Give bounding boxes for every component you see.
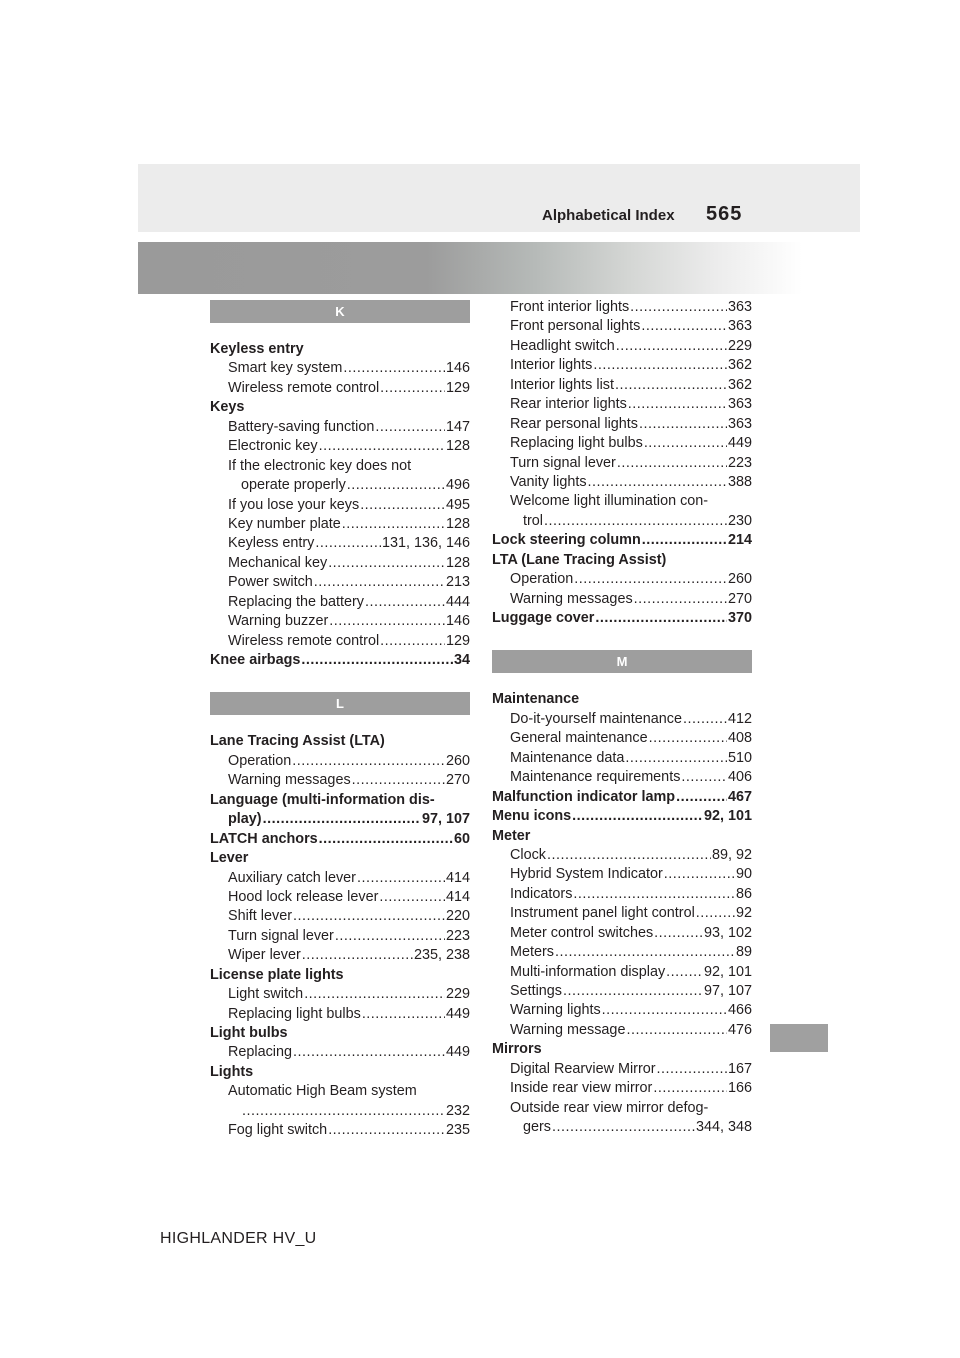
index-entry [210,985,470,1004]
dot-leader [654,924,703,943]
index-entry [210,1043,470,1062]
dot-leader [555,943,735,962]
index-entry-term: Warning buzzer [228,613,329,630]
index-entry-term: Smart key system [228,360,343,377]
index-entry [492,788,752,807]
index-entry-term: Luggage cover [492,610,595,626]
index-entry [210,907,470,926]
index-entry [210,457,470,476]
dot-leader [696,904,735,923]
index-entry-term: Lights [210,1063,254,1080]
index-entry-page: 362 [727,357,752,374]
index-entry [210,340,470,359]
index-entry [210,888,470,907]
dot-leader [242,1102,445,1121]
dot-leader [628,395,727,414]
index-entry-term: Interior lights [510,357,593,374]
dot-leader [375,418,445,437]
index-entry-page: 223 [727,454,752,471]
dot-leader [634,590,727,609]
section-header-l: L [210,692,470,715]
index-entry-page: 363 [727,318,752,335]
index-entry-page: 444 [445,593,470,610]
index-entry-term: Light bulbs [210,1025,288,1041]
dot-leader [347,476,445,495]
index-entry-term: Front personal lights [510,318,641,335]
index-entry-term: Mirrors [492,1041,542,1058]
index-entry [492,943,752,962]
index-entry-term: LTA (Lane Tracing Assist) [492,551,667,568]
dot-leader [683,710,727,729]
index-entry-term: Language (multi-information dis- [210,791,435,808]
index-entry-page: 146 [445,360,470,377]
index-entry-term: trol [523,512,543,529]
index-entry-term: Settings [510,983,562,999]
dot-leader [666,963,703,982]
index-entry [492,376,752,395]
dot-leader [352,771,445,790]
index-entry-term: Digital Rearview Mirror [510,1060,656,1077]
dot-leader [314,573,445,592]
index-entry-page: 344, 348 [695,1119,752,1136]
index-entry [492,454,752,473]
index-entry [210,651,470,670]
index-entry-page: 260 [727,571,752,588]
dot-leader [676,788,727,807]
index-entry-term: Multi-information display [510,963,666,980]
index-entry [492,827,752,846]
index-entry-page: 223 [445,927,470,944]
index-entry [210,554,470,573]
index-entry-page: 363 [727,415,752,432]
dot-leader [379,888,445,907]
index-entry [210,1102,470,1121]
index-entry [492,492,752,511]
index-entry [210,398,470,417]
index-entry [492,1079,752,1098]
index-entry-term: Mechanical key [228,554,328,571]
index-entry-term: Shift lever [228,908,292,925]
index-entry-term: Warning lights [510,1002,601,1019]
dot-leader [315,534,381,553]
index-entry-page: 213 [445,574,470,591]
index-entry-term: Replacing light bulbs [228,1005,361,1022]
index-entry [210,379,470,398]
page-header-title: Alphabetical Index [542,207,675,224]
index-entry-page: 229 [727,337,752,354]
index-entry [210,946,470,965]
index-entry-term: play) [228,811,262,828]
index-entry [492,298,752,317]
index-entry [492,473,752,492]
index-entry-page: 131, 136, 146 [381,535,470,552]
index-entry-term: If the electronic key does not [228,457,412,474]
index-entry-page: 147 [445,418,470,435]
index-entry-page: 260 [445,752,470,769]
index-entry-page: 449 [445,1005,470,1022]
index-entry-term: Do-it-yourself maintenance [510,710,682,727]
dot-leader [574,570,727,589]
index-entry [492,551,752,570]
index-entry [210,534,470,553]
dot-leader [617,454,727,473]
dot-leader [544,512,727,531]
index-entry [492,690,752,709]
index-entry [210,612,470,631]
index-entry-term: Headlight switch [510,337,615,354]
index-entry-term: Replacing the battery [228,593,364,610]
dot-leader [343,359,445,378]
index-entry-term: Inside rear view mirror [510,1080,653,1097]
header-box [138,164,860,232]
index-list-l-cont [492,298,752,628]
index-entry [210,966,470,985]
index-entry-term: Operation [228,752,292,769]
index-entry-page: 128 [445,515,470,532]
index-entry-page: 128 [445,554,470,571]
dot-leader [365,593,445,612]
index-entry-term: Hybrid System Indicator [510,866,663,883]
index-entry-page: 89, 92 [711,846,752,863]
index-entry [210,927,470,946]
index-entry-term: Maintenance requirements [510,769,681,786]
dot-leader [263,810,421,829]
index-entry [492,356,752,375]
dot-leader [630,298,727,317]
index-entry-page: 89 [735,944,752,961]
index-entry-term: Instrument panel light control [510,905,695,922]
index-entry [492,1040,752,1059]
index-entry [210,359,470,378]
index-entry-term: Meters [510,944,554,961]
index-entry-page: 92, 101 [703,963,752,980]
dot-leader [625,749,727,768]
dot-leader [644,434,727,453]
index-entry-page: 476 [727,1021,752,1038]
dot-leader [293,1043,445,1062]
dot-leader [641,317,727,336]
index-entry-page: 363 [727,396,752,413]
index-entry [210,849,470,868]
index-entry-page: 90 [735,866,752,883]
index-entry-term: Menu icons [492,808,572,825]
index-entry-term: Warning messages [510,590,633,607]
index-entry-term: Battery-saving function [228,418,375,435]
index-entry-term: Automatic High Beam system [228,1083,417,1100]
index-entry [492,846,752,865]
index-entry [210,418,470,437]
dot-leader [616,337,727,356]
index-entry [492,768,752,787]
index-entry [492,1099,752,1118]
index-list-m [492,690,752,1137]
dot-leader [664,865,735,884]
index-entry [492,749,752,768]
index-entry-term: Interior lights list [510,376,614,393]
index-entry [492,1021,752,1040]
dot-leader [593,356,727,375]
dot-leader [335,927,445,946]
index-entry [492,317,752,336]
index-entry [492,1001,752,1020]
index-entry [492,729,752,748]
index-entry-page: 466 [727,1002,752,1019]
page-number: 565 [706,203,743,225]
dot-leader [615,376,727,395]
index-entry-page: 230 [727,512,752,529]
index-entry-term: Rear interior lights [510,396,627,413]
index-entry-term: LATCH anchors [210,830,318,847]
dot-leader [329,612,445,631]
dot-leader [639,415,727,434]
index-entry [210,771,470,790]
index-entry-term: Rear personal lights [510,415,638,432]
dot-leader [292,752,445,771]
index-entry-page: 235 [445,1122,470,1139]
index-entry-term: Indicators [510,885,573,902]
index-entry [492,590,752,609]
index-entry-term: Wireless remote control [228,379,380,396]
dot-leader [360,496,445,515]
index-entry-term: Knee airbags [210,652,301,668]
index-entry-term: Malfunction indicator lamp [492,788,676,805]
index-entry-page: 97, 107 [421,811,470,828]
index-entry-page: 235, 238 [413,947,470,964]
dot-leader [304,985,445,1004]
index-entry-term: If you lose your keys [228,496,360,513]
index-entry [492,434,752,453]
index-entry-page: 129 [445,632,470,649]
index-entry-term: Replacing light bulbs [510,435,643,452]
index-entry-term: Outside rear view mirror defog- [510,1099,709,1116]
dot-leader [301,651,453,670]
index-entry-page: 510 [727,749,752,766]
index-entry [492,337,752,356]
dot-leader [328,554,445,573]
index-entry-term: Replacing [228,1044,292,1061]
index-entry [492,982,752,1001]
index-entry-page: 414 [445,888,470,905]
index-entry [210,1082,470,1101]
dot-leader [342,515,445,534]
index-entry-term: Lock steering column [492,532,641,549]
index-entry [210,476,470,495]
index-entry-page: 129 [445,379,470,396]
index-entry-term: Welcome light illumination con- [510,493,709,510]
index-entry-term: Clock [510,846,546,863]
index-entry [210,791,470,810]
index-entry-page: 167 [727,1060,752,1077]
index-entry-term: Maintenance data [510,749,625,766]
index-entry [492,512,752,531]
dot-leader [642,531,727,550]
index-list-k [210,340,470,670]
index-entry-page: 34 [453,652,470,668]
dot-leader [293,907,445,926]
index-entry-page: 363 [727,299,752,315]
dot-leader [681,768,727,787]
index-entry-term: Electronic key [228,438,318,455]
index-entry-page: 449 [445,1044,470,1061]
index-entry [492,1118,752,1137]
index-entry-page: 128 [445,438,470,455]
index-entry-term: gers [523,1119,551,1136]
index-entry [492,710,752,729]
dot-leader [552,1118,695,1137]
index-column-right [492,298,752,1138]
index-entry-page: 370 [727,610,752,626]
index-entry [210,810,470,829]
index-entry-page: 92 [735,905,752,922]
index-entry [210,732,470,751]
index-entry [210,515,470,534]
index-entry-term: Front interior lights [510,299,630,315]
footer-model: HIGHLANDER HV_U [160,1230,317,1247]
section-header-m: M [492,650,752,673]
dot-leader [328,1121,445,1140]
index-entry-page: 270 [727,590,752,607]
index-entry [210,1024,470,1043]
index-entry-page: 232 [445,1102,470,1119]
index-entry [210,830,470,849]
index-entry-page: 495 [445,496,470,513]
index-entry-page: 496 [445,477,470,494]
dot-leader [572,807,703,826]
index-entry-page: 408 [727,730,752,747]
index-entry-term: License plate lights [210,966,344,983]
index-entry-term: Keyless entry [210,341,304,357]
index-entry-page: 146 [445,613,470,630]
index-list-l [210,732,470,1140]
index-entry-page: 220 [445,908,470,925]
dot-leader [362,1005,445,1024]
index-entry-term: Maintenance [492,691,580,708]
index-entry-page: 406 [727,769,752,786]
index-entry [492,570,752,589]
index-entry-term: Turn signal lever [228,927,334,944]
section-header-k: K [210,300,470,323]
index-entry-page: 270 [445,772,470,789]
index-entry-term: Auxiliary catch lever [228,869,356,886]
index-entry [492,963,752,982]
dot-leader [380,379,445,398]
thumb-index-tab [770,1024,828,1052]
index-entry [210,593,470,612]
index-entry-term: Meter [492,827,531,844]
index-entry-page: 214 [727,532,752,549]
index-entry-term: Warning message [510,1021,626,1038]
index-entry-page: 86 [735,885,752,902]
index-entry-term: Hood lock release lever [228,888,379,905]
index-entry-page: 229 [445,986,470,1003]
index-entry-term: Power switch [228,574,313,591]
dot-leader [302,946,413,965]
dot-leader [653,1079,727,1098]
index-entry [210,496,470,515]
index-entry-term: Warning messages [228,772,351,789]
index-entry-term: Keyless entry [228,535,315,552]
index-entry-page: 467 [727,788,752,805]
dot-leader [319,437,445,456]
index-entry [210,1005,470,1024]
dot-leader [649,729,727,748]
index-entry-term: Wiper lever [228,947,301,964]
index-entry [210,1063,470,1082]
dot-leader [588,473,727,492]
index-entry [210,573,470,592]
dot-leader [563,982,703,1001]
index-column-left [210,300,470,1141]
dot-leader [626,1021,727,1040]
dot-leader [595,609,727,628]
dot-leader [380,632,445,651]
index-entry-page: 449 [727,435,752,452]
index-entry [210,869,470,888]
dot-leader [547,846,711,865]
index-entry-term: Fog light switch [228,1122,328,1139]
index-entry-term: Meter control switches [510,924,654,941]
index-entry [492,924,752,943]
index-entry [210,1121,470,1140]
dot-leader [602,1001,727,1020]
index-entry-term: Lane Tracing Assist (LTA) [210,733,385,750]
header-gradient-band [138,242,860,294]
index-entry [492,885,752,904]
index-entry [210,437,470,456]
index-entry-term: Turn signal lever [510,454,616,471]
index-entry [492,1060,752,1079]
index-entry [492,904,752,923]
index-entry [492,415,752,434]
dot-leader [657,1060,727,1079]
index-entry [492,807,752,826]
index-entry [492,609,752,628]
index-entry-page: 92, 101 [703,808,752,825]
dot-leader [573,885,735,904]
index-entry-term: Keys [210,399,245,416]
index-entry [492,531,752,550]
index-entry-term: Key number plate [228,515,341,532]
index-entry-term: Light switch [228,986,304,1003]
index-entry-page: 412 [727,710,752,727]
index-entry-page: 362 [727,376,752,393]
index-entry [492,865,752,884]
index-entry-page: 414 [445,869,470,886]
index-entry-page: 93, 102 [703,924,752,941]
index-entry [210,752,470,771]
index-entry-term: Wireless remote control [228,632,380,649]
index-entry [210,632,470,651]
index-entry-term: Vanity lights [510,473,587,490]
index-entry-term: Lever [210,850,249,867]
index-entry-page: 60 [453,830,470,847]
index-entry-page: 388 [727,473,752,490]
index-entry-term: Operation [510,571,574,588]
index-entry-term: operate properly [241,477,346,494]
dot-leader [319,830,453,849]
index-entry-page: 166 [727,1080,752,1097]
index-entry-term: General maintenance [510,730,648,747]
index-entry-page: 97, 107 [703,983,752,999]
index-entry [492,395,752,414]
dot-leader [357,869,445,888]
